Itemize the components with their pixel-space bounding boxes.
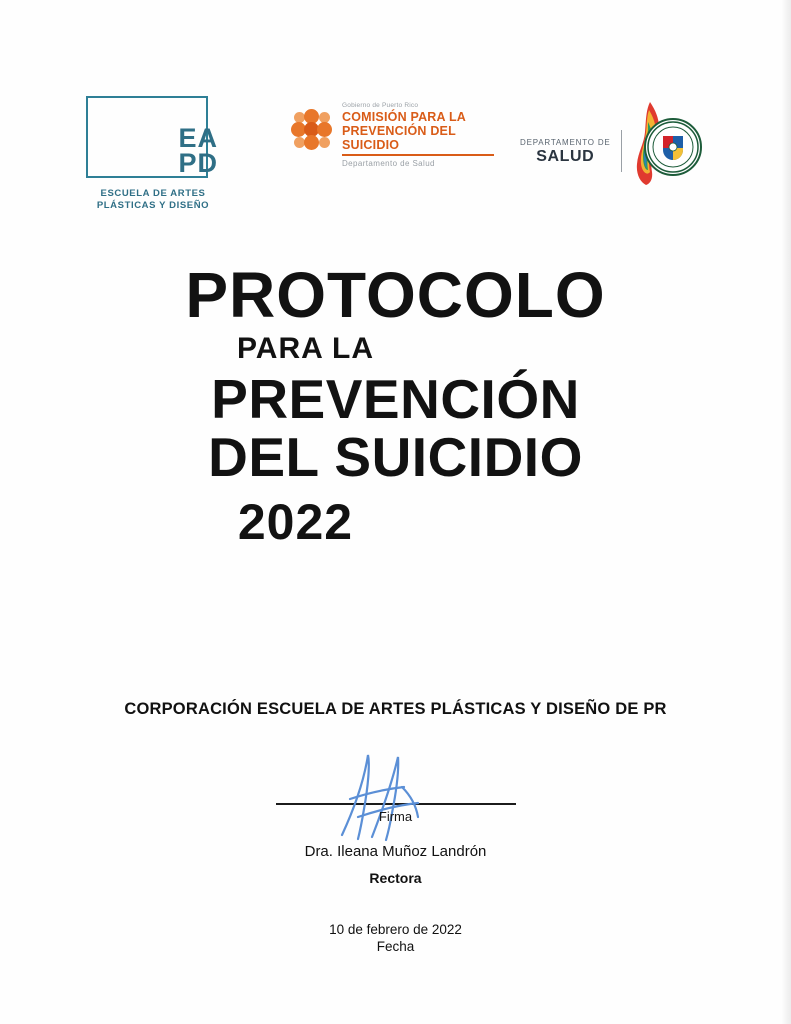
signer-name: Dra. Ileana Muñoz Landrón (304, 843, 487, 860)
document-title-block (0, 259, 791, 552)
comision-prevencion-suicidio-logo (290, 100, 505, 168)
salud-line2: SALUD (536, 148, 595, 165)
comision-logo-text (342, 100, 505, 168)
title-line-protocolo: PROTOCOLO (185, 259, 606, 331)
firma-label: Firma (378, 809, 413, 824)
salud-seal-icon (632, 100, 702, 186)
eapd-caption-line2: PLÁSTICAS Y DISEÑO (96, 200, 210, 211)
eapd-letters-line1: EA (178, 123, 218, 153)
eapd-logo (86, 96, 218, 212)
seal-emblem-icon (644, 118, 702, 176)
flower-dots-icon (290, 108, 334, 152)
comision-department-line: Departamento de Salud (342, 158, 435, 168)
eapd-logo-caption (86, 188, 220, 212)
eapd-caption-line1: ESCUELA DE ARTES (100, 188, 206, 199)
header-logo-band (0, 78, 791, 238)
eapd-letters-line2: PD (178, 148, 218, 178)
comision-line2: PREVENCIÓN DEL SUICIDIO (342, 124, 456, 152)
comision-line1: COMISIÓN PARA LA (342, 110, 467, 124)
eapd-logo-frame (86, 96, 218, 178)
comision-divider (342, 154, 494, 156)
title-line-del-suicidio: DEL SUICIDIO (208, 426, 583, 488)
departamento-salud-logo (520, 100, 702, 186)
title-line-prevencion: PREVENCIÓN (211, 368, 580, 430)
title-year: 2022 (237, 494, 354, 550)
salud-line1: DEPARTAMENTO DE (520, 138, 611, 147)
organization-line: CORPORACIÓN ESCUELA DE ARTES PLÁSTICAS Y DISEÑO DE PR (124, 700, 667, 718)
salud-divider (621, 130, 623, 172)
fecha-label: Fecha (376, 939, 415, 954)
signer-role: Rectora (369, 870, 422, 886)
signature-date: 10 de febrero de 2022 (329, 922, 462, 937)
title-line-para-la: PARA LA (237, 332, 374, 365)
salud-logo-text (520, 120, 611, 166)
signature-area (0, 753, 791, 835)
eapd-logo-letters (178, 123, 218, 178)
comision-government-line: Gobierno de Puerto Rico (342, 102, 419, 109)
signature-block (0, 700, 791, 954)
handwritten-signature-icon (306, 747, 486, 843)
